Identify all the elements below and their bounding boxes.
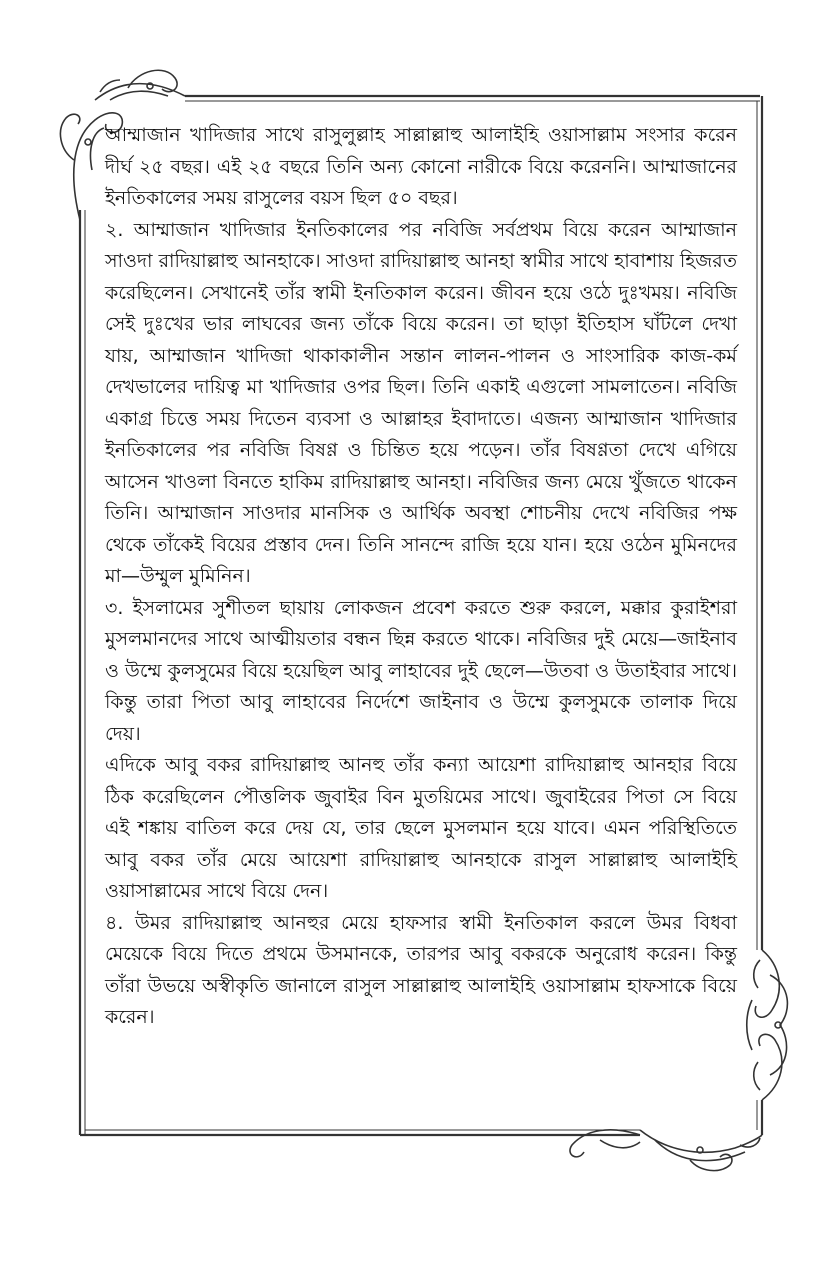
paragraph: ২. আম্মাজান খাদিজার ইনতিকালের পর নবিজি সর্বপ্রথম বিয়ে করেন আম্মাজান সাওদা রাদিয়াল্লাহু আনহাকে। সাওদা রাদিয়াল্লাহু আনহা স্বামীর সাথে হাবাশায় হিজরত করেছিলেন। সেখানেই তাঁর স্বামী ইনতিকাল করেন। জীবন হয়ে ওঠে দুঃখময়। নবিজি সেই দুঃখের ভার লাঘবের জন্য তাঁকে বিয়ে করেন। তা ছাড়া ইতিহাস ঘাঁটলে দেখা যায়, আম্মাজান খাদিজা থাকাকালীন সন্তান লালন-পালন ও সাংসারিক কাজ-কর্ম দেখভালের দায়িত্ব মা খাদিজার ওপর ছিল। তিনি একাই এগুলো সামলাতেন। নবিজি একাগ্র চিত্তে সময় দিতেন ব্যবসা ও আল্লাহর ইবাদাতে। এজন্য আম্মাজান খাদিজার ইনতিকালের পর নবিজি বিষণ্ণ ও চিন্তিত হয়ে পড়েন। তাঁর বিষণ্ণতা দেখে এগিয়ে আসেন খাওলা বিনতে হাকিম রাদিয়াল্লাহু আনহা। নবিজির জন্য মেয়ে খুঁজতে থাকেন তিনি। আম্মাজান সাওদার মানসিক ও আর্থিক অবস্থা শোচনীয় দেখে নবিজির পক্ষ থেকে তাঁকেই বিয়ের প্রস্তাব দেন। তিনি সানন্দে রাজি হয়ে যান। হয়ে ওঠেন মুমিনদের মা—উম্মুল মুমিনিন।	[105, 218, 737, 587]
paragraph: আম্মাজান খাদিজার সাথে রাসুলুল্লাহ সাল্লাল্লাহু আলাইহি ওয়াসাল্লাম সংসার করেন দীর্ঘ ২৫ বছর। এই ২৫ বছরে তিনি অন্য কোনো নারীকে বিয়ে করেননি। আম্মাজানের ইনতিকালের সময় রাসুলের বয়স ছিল ৫০ বছর।	[105, 124, 737, 209]
corner-flourish-icon	[747, 950, 788, 1100]
body-text	[105, 120, 737, 1034]
paragraph: এদিকে আবু বকর রাদিয়াল্লাহু আনহু তাঁর কন্যা আয়েশা রাদিয়াল্লাহু আনহার বিয়ে ঠিক করেছিলেন পৌত্তলিক জুবাইর বিন মুতয়িমের সাথে। জুবাইরের পিতা সে বিয়ে এই শঙ্কায় বাতিল করে দেয় যে, তার ছেলে মুসলমান হয়ে যাবে। এমন পরিস্থিতিতে আবু বকর তাঁর মেয়ে আয়েশা রাদিয়াল্লাহু আনহাকে রাসুল সাল্লাল্লাহু আলাইহি ওয়াসাল্লামের সাথে বিয়ে দেন।	[105, 754, 737, 902]
paragraph: ৪. উমর রাদিয়াল্লাহু আনহুর মেয়ে হাফসার স্বামী ইনতিকাল করলে উমর বিধবা মেয়েকে বিয়ে দিতে প্রথমে উসমানকে, তারপর আবু বকরকে অনুরোধ করেন। কিন্তু তাঁরা উভয়ে অস্বীকৃতি জানালে রাসুল সাল্লাল্লাহু আলাইহি ওয়াসাল্লাম হাফসাকে বিয়ে করেন।	[105, 911, 737, 1028]
paragraph: ৩. ইসলামের সুশীতল ছায়ায় লোকজন প্রবেশ করতে শুরু করলে, মক্কার কুরাইশরা মুসলমানদের সাথে আত্মীয়তার বন্ধন ছিন্ন করতে থাকে। নবিজির দুই মেয়ে—জাইনাব ও উম্মে কুলসুমের বিয়ে হয়েছিল আবু লাহাবের দুই ছেলে—উতবা ও উতাইবার সাথে। কিন্তু তারা পিতা আবু লাহাবের নির্দেশে জাইনাব ও উম্মে কুলসুমকে তালাক দিয়ে দেয়।	[105, 596, 737, 745]
